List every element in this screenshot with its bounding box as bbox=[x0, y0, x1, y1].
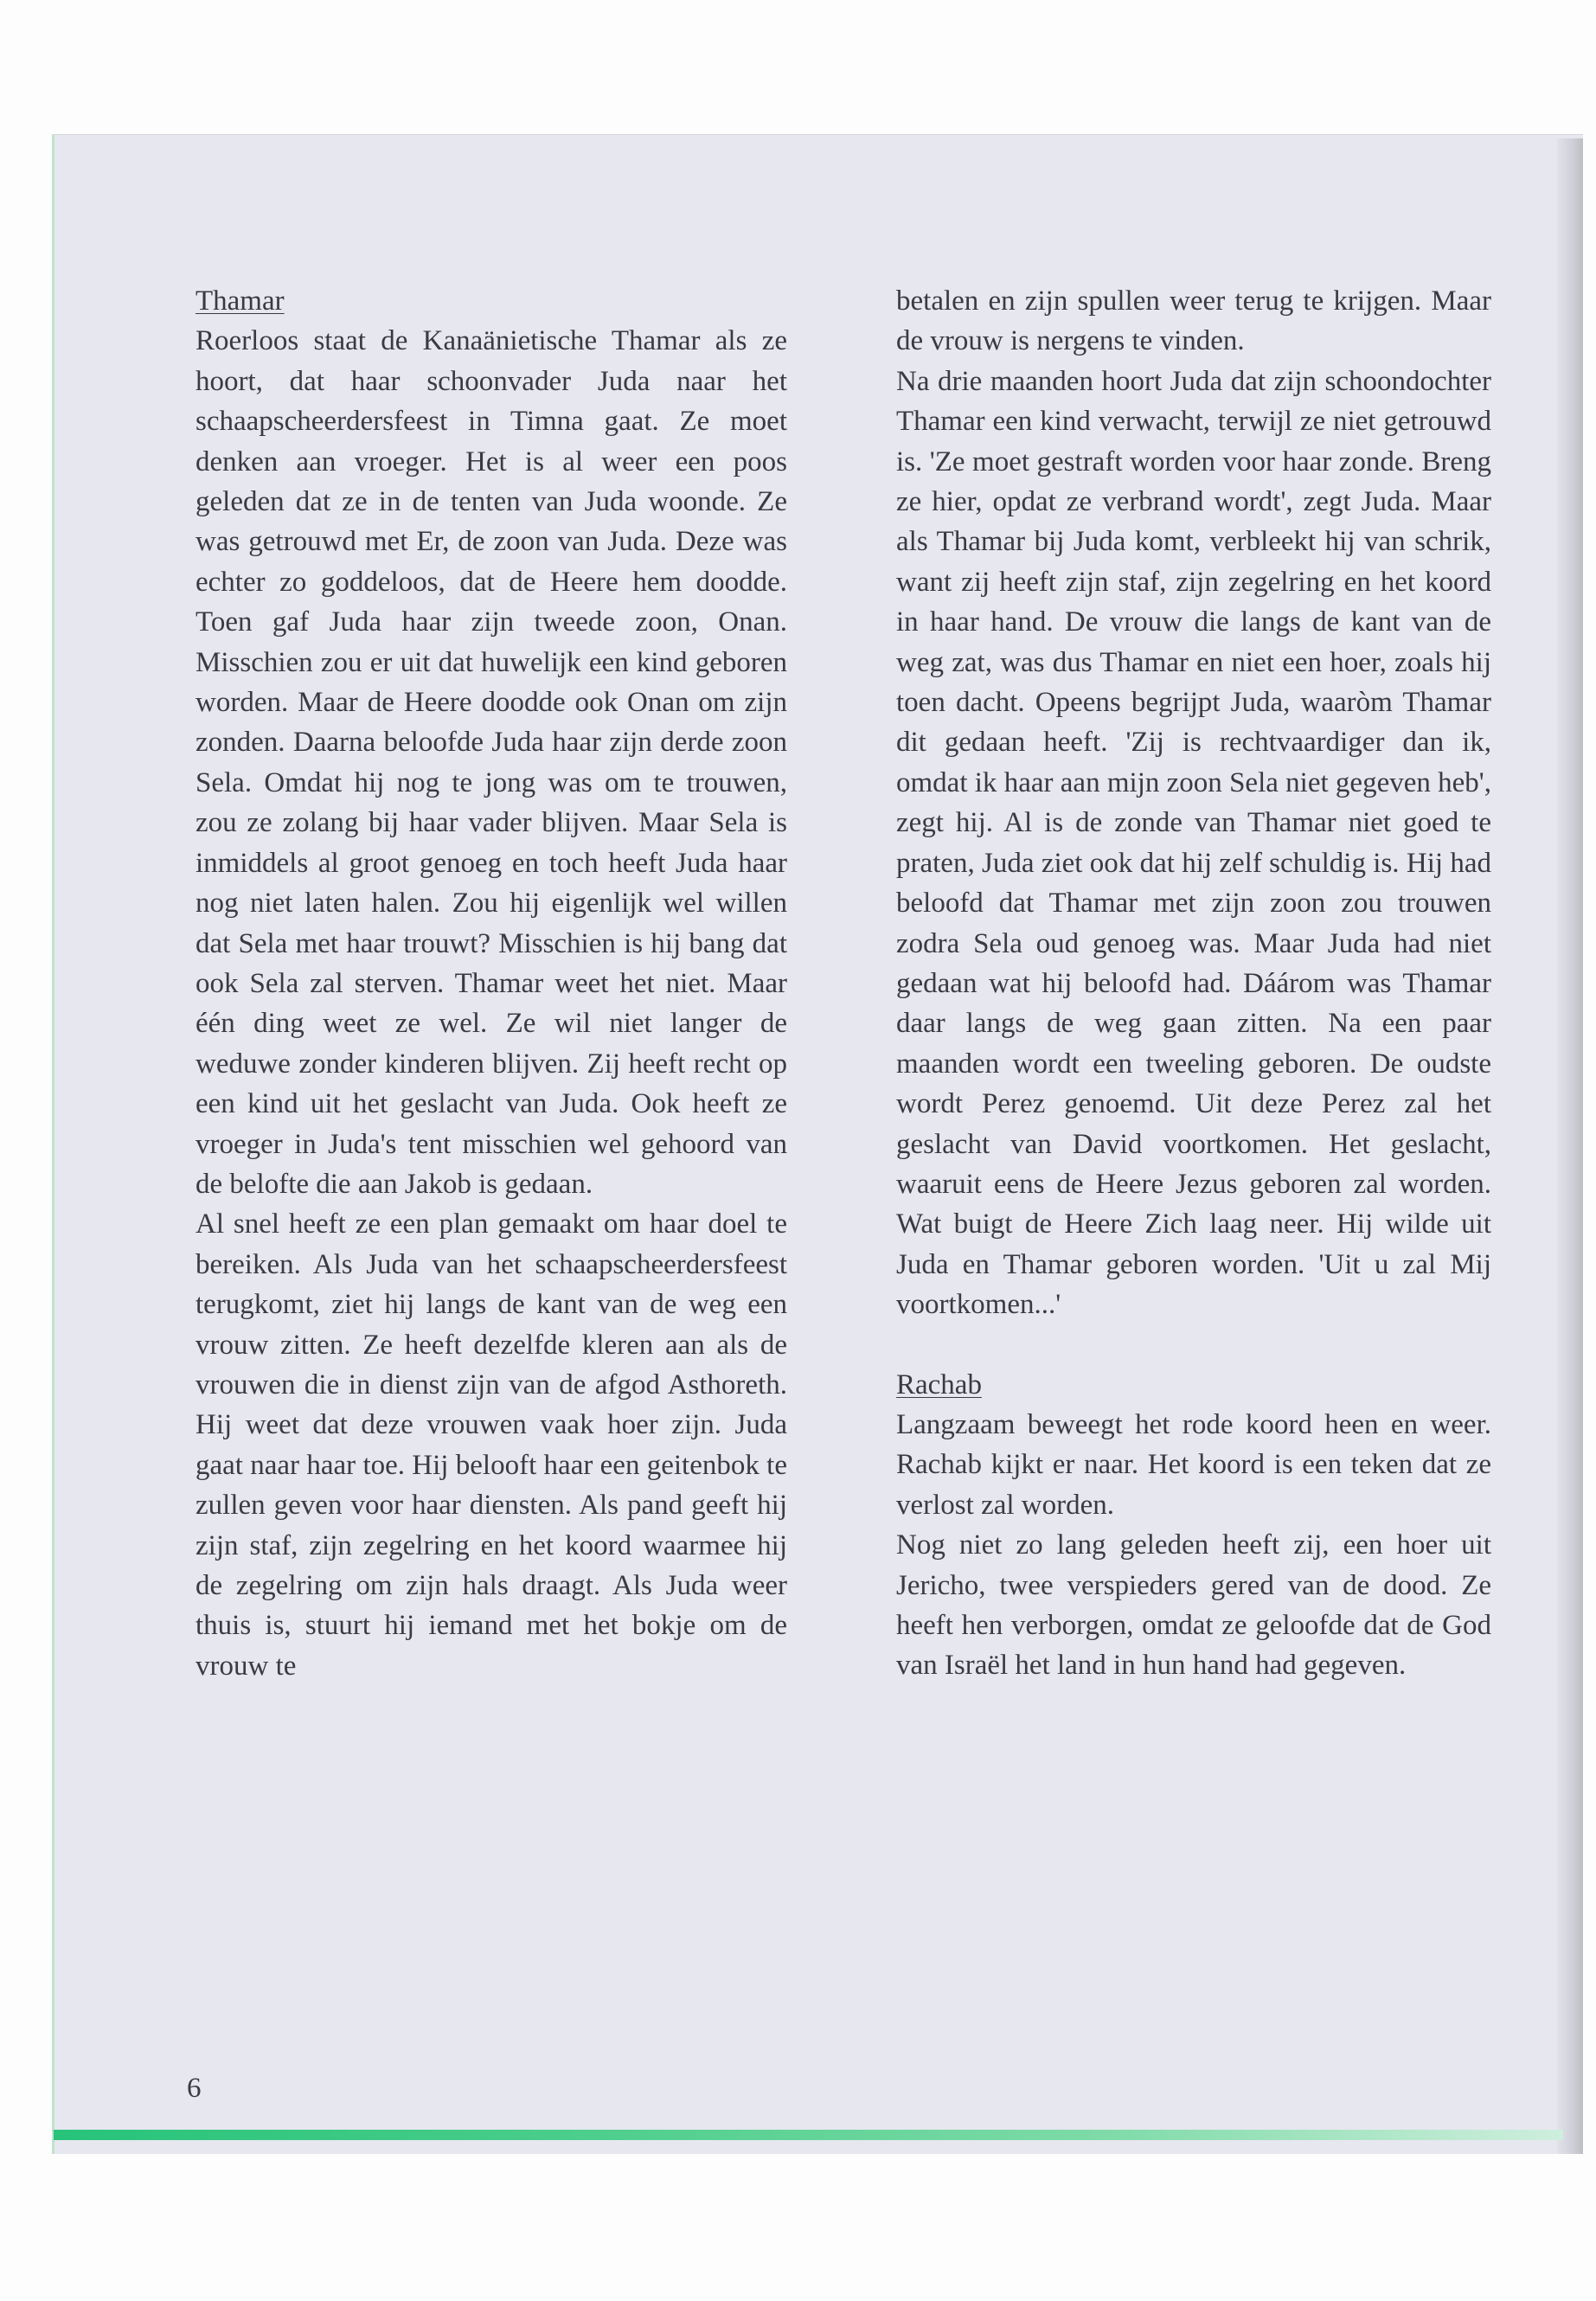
paragraph: Na drie maanden hoort Juda dat zijn schoondochter Thamar een kind verwacht, terwijl ze niet getrouwd is. 'Ze moet gestraft worden voor haar zonde. Breng ze hier, opdat ze verbrand wordt', zegt Juda. Maar als Thamar bij Juda komt, verbleekt hij van schrik, want zij heeft zijn staf, zijn zegelring en het koord in haar hand. De vrouw die langs de kant van de weg zat, was dus Thamar en niet een hoer, zoals hij toen dacht. Opeens begrijpt Juda, waaròm Thamar dit gedaan heeft. 'Zij is rechtvaardiger dan ik, omdat ik haar aan mijn zoon Sela niet gegeven heb', zegt hij. Al is de zonde van Thamar niet goed te praten, Juda ziet ook dat hij zelf schuldig is. Hij had beloofd dat Thamar met zijn zoon zou trouwen zodra Sela oud genoeg was. Maar Juda had niet gedaan wat hij beloofd had. Dáárom was Thamar daar langs de weg gaan zitten. Na een paar maanden wordt een tweeling geboren. De oudste wordt Perez genoemd. Uit deze Perez zal het geslacht van David voortkomen. Het geslacht, waaruit eens de Heere Jezus geboren zal worden. Wat buigt de Heere Zich laag neer. Hij wilde uit Juda en Thamar geboren worden. 'Uit u zal Mij voortkomen...' bbox=[896, 365, 1491, 1321]
section-heading-rachab: Rachab bbox=[896, 1368, 982, 1400]
section-spacer bbox=[896, 1325, 1491, 1365]
paragraph: Al snel heeft ze een plan gemaakt om haar doel te bereiken. Als Juda van het schaapscheerdersfeest terugkomt, ziet hij langs de kant van de weg een vrouw zitten. Ze heeft dezelfde kleren aan als de vrouwen die in dienst zijn van de afgod Asthoreth. Hij weet dat deze vrouwen vaak hoer zijn. Juda gaat naar haar toe. Hij belooft haar een geitenbok te zullen geven voor haar diensten. Als pand geeft hij zijn staf, zijn zegelring en het koord waarmee hij de zegelring om zijn hals draagt. Als Juda weer thuis is, stuurt hij iemand met het bokje om de vrouw te bbox=[195, 1208, 787, 1682]
paragraph: Nog niet zo lang geleden heeft zij, een hoer uit Jericho, twee verspieders gered van de dood. Ze heeft hen verborgen, omdat ze geloofde dat de God van Israël het land in hun hand had gegeven. bbox=[896, 1529, 1491, 1682]
left-column bbox=[195, 281, 787, 1686]
right-column bbox=[896, 281, 1491, 1686]
green-bottom-band bbox=[54, 2130, 1563, 2140]
paragraph: Roerloos staat de Kanaänietische Thamar als ze hoort, dat haar schoonvader Juda naar het schaapscheerdersfeest in Timna gaat. Ze moet denken aan vroeger. Het is al weer een poos geleden dat ze in de tenten van Juda woonde. Ze was getrouwd met Er, de zoon van Juda. Deze was echter zo goddeloos, dat de Heere hem doodde. Toen gaf Juda haar zijn tweede zoon, Onan. Misschien zou er uit dat huwelijk een kind geboren worden. Maar de Heere doodde ook Onan om zijn zonden. Daarna beloofde Juda haar zijn derde zoon Sela. Omdat hij nog te jong was om te trouwen, zou ze zolang bij haar vader blijven. Maar Sela is inmiddels al groot genoeg en toch heeft Juda haar nog niet laten halen. Zou hij eigenlijk wel willen dat Sela met haar trouwt? Misschien is hij bang dat ook Sela zal sterven. Thamar weet het niet. Maar één ding weet ze wel. Ze wil niet langer de weduwe zonder kinderen blijven. Zij heeft recht op een kind uit het geslacht van Juda. Ook heeft ze vroeger in Juda's tent misschien wel gehoord van de belofte die aan Jakob is gedaan. bbox=[195, 325, 787, 1200]
paragraph: Langzaam beweegt het rode koord heen en weer. Rachab kijkt er naar. Het koord is een teken dat ze verlost zal worden. bbox=[896, 1408, 1491, 1521]
page-number: 6 bbox=[187, 2073, 202, 2104]
section-heading-thamar: Thamar bbox=[195, 285, 285, 317]
paragraph: betalen en zijn spullen weer terug te krijgen. Maar de vrouw is nergens te vinden. bbox=[896, 285, 1491, 357]
page-fold-shadow bbox=[1557, 138, 1583, 2154]
